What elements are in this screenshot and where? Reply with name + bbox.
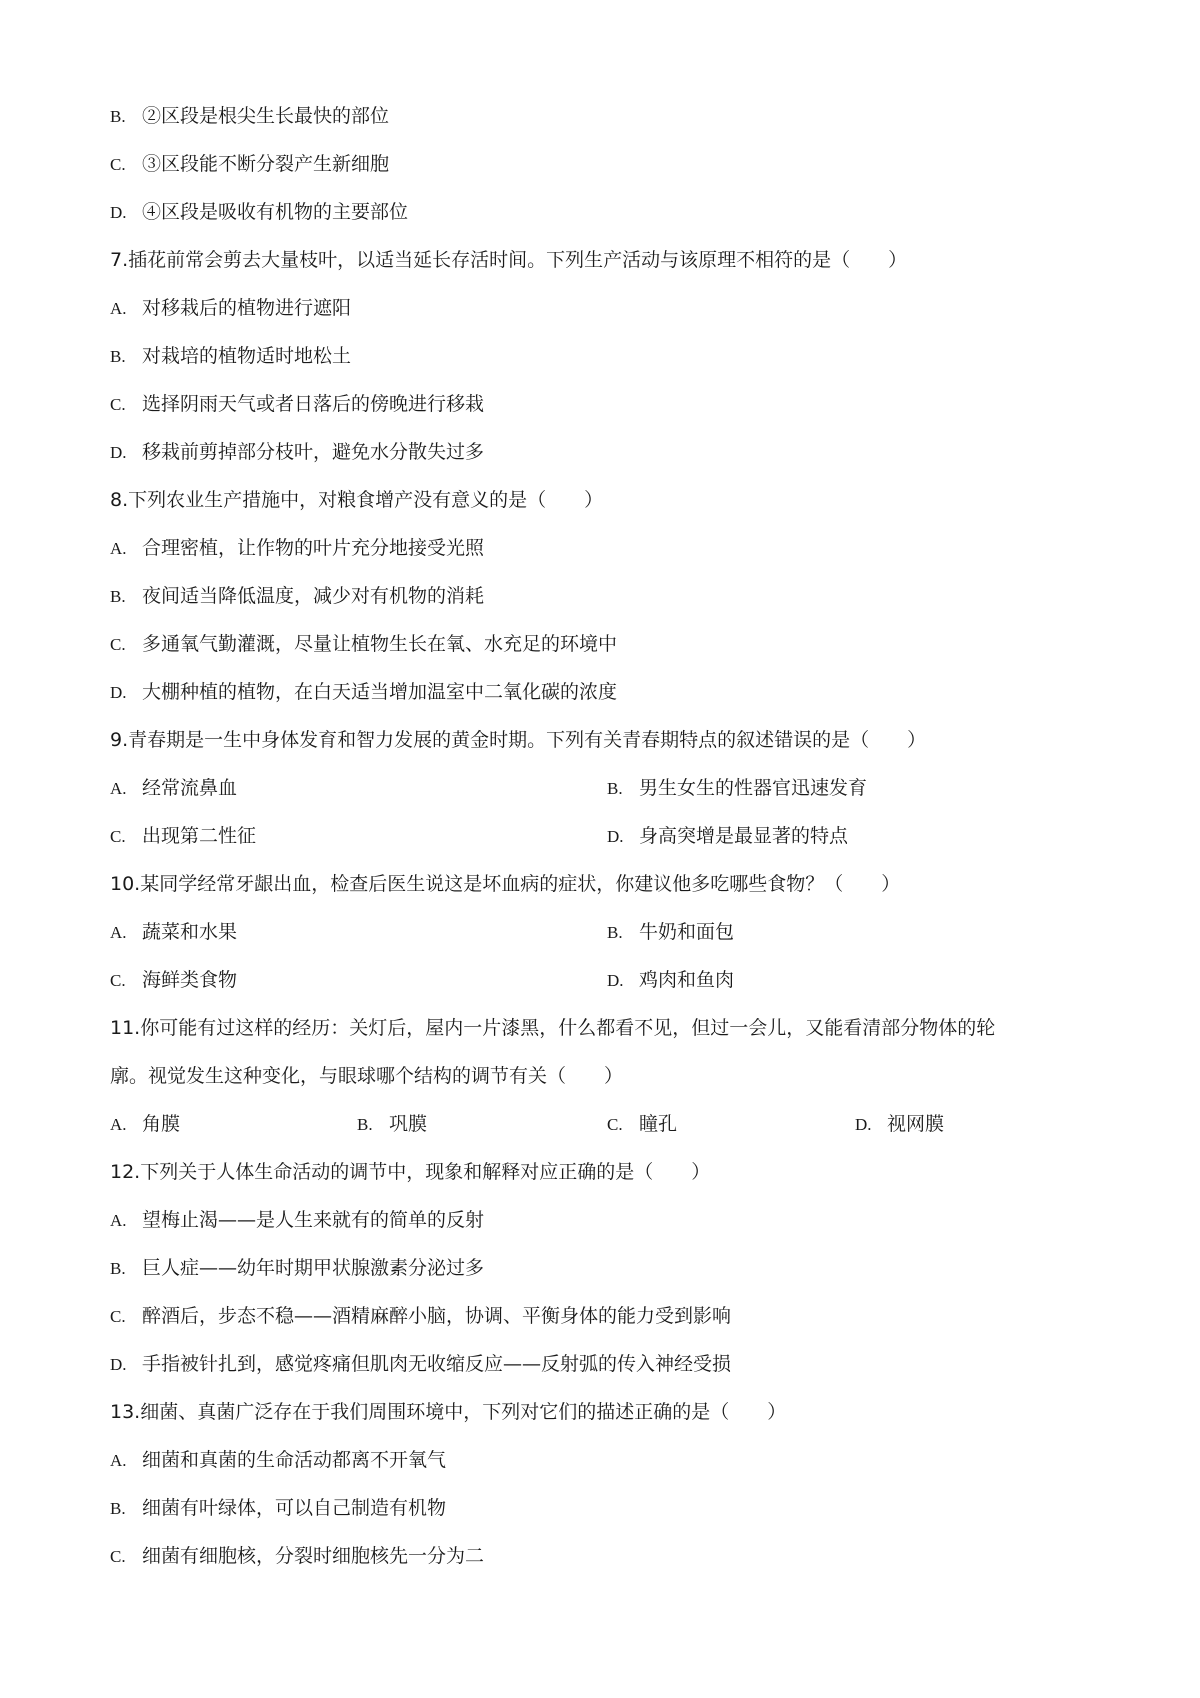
q10-option-c: [110, 963, 237, 998]
q8-option-b: [110, 579, 1110, 613]
option-letter: B.: [357, 1115, 373, 1134]
option-text: 望梅止渴——是人生来就有的简单的反射: [142, 1209, 485, 1231]
option-letter: A.: [110, 1115, 127, 1134]
option-text: 大棚种植的植物，在白天适当增加温室中二氧化碳的浓度: [142, 681, 618, 703]
q8-stem: 8.下列农业生产措施中，对粮食增产没有意义的是（ ）: [110, 489, 604, 511]
option-text: 角膜: [142, 1113, 181, 1135]
option-text: 选择阴雨天气或者日落后的傍晚进行移栽: [142, 393, 485, 415]
q12-option-c: [110, 1299, 1110, 1333]
q13-option-a: [110, 1443, 1110, 1477]
option-letter: C.: [607, 1115, 623, 1134]
q8-option-c: [110, 627, 1110, 661]
option-text: 移栽前剪掉部分枝叶，避免水分散失过多: [142, 441, 485, 463]
option-letter: D.: [607, 827, 624, 846]
option-letter: C.: [110, 155, 126, 174]
option-text: 牛奶和面包: [639, 921, 735, 943]
option-text: 出现第二性征: [142, 825, 257, 847]
q7-option-b: [110, 339, 1110, 373]
option-text: 男生女生的性器官迅速发育: [639, 777, 868, 799]
option-letter: B.: [607, 779, 623, 798]
q11-stem-line-2: 廓。视觉发生这种变化，与眼球哪个结构的调节有关（ ）: [110, 1065, 624, 1087]
option-text: 醉酒后，步态不稳——酒精麻醉小脑，协调、平衡身体的能力受到影响: [142, 1305, 732, 1327]
option-text: 巨人症——幼年时期甲状腺激素分泌过多: [142, 1257, 485, 1279]
option-letter: B.: [110, 347, 126, 366]
q8-option-d: [110, 675, 1110, 709]
q9-option-b: [607, 771, 867, 806]
option-letter: B.: [110, 587, 126, 606]
q10-option-b: [607, 915, 734, 950]
q10-options-row-2: [110, 963, 1110, 997]
option-letter: B.: [110, 1499, 126, 1518]
option-text: ③区段能不断分裂产生新细胞: [142, 153, 390, 175]
option-letter: A.: [110, 539, 127, 558]
option-text: 夜间适当降低温度，减少对有机物的消耗: [142, 585, 485, 607]
option-letter: A.: [110, 1451, 127, 1470]
option-text: 海鲜类食物: [142, 969, 238, 991]
q10-options-row-1: [110, 915, 1110, 949]
option-letter: B.: [110, 1259, 126, 1278]
option-letter: A.: [110, 299, 127, 318]
q9-stem: 9.青春期是一生中身体发育和智力发展的黄金时期。下列有关青春期特点的叙述错误的是（ ）: [110, 729, 927, 751]
q9-options-row-2: [110, 819, 1110, 853]
option-text: 细菌有细胞核，分裂时细胞核先一分为二: [142, 1545, 485, 1567]
option-letter: C.: [110, 635, 126, 654]
option-text: 身高突增是最显著的特点: [639, 825, 849, 847]
q11-stem-line-1: 11.你可能有过这样的经历：关灯后，屋内一片漆黑，什么都看不见，但过一会儿，又能看清部分物体的轮: [110, 1017, 996, 1039]
q11-options-row: [110, 1107, 1110, 1141]
q6-option-c: [110, 147, 1110, 181]
q11-option-d: [855, 1107, 944, 1142]
option-letter: B.: [110, 107, 126, 126]
q9-option-c: [110, 819, 256, 854]
option-letter: D.: [855, 1115, 872, 1134]
option-letter: C.: [110, 1547, 126, 1566]
q12-option-a: [110, 1203, 1110, 1237]
q7-stem: 7.插花前常会剪去大量枝叶，以适当延长存活时间。下列生产活动与该原理不相符的是（ ）: [110, 249, 908, 271]
option-text: 蔬菜和水果: [142, 921, 238, 943]
q13-option-b: [110, 1491, 1110, 1525]
option-letter: C.: [110, 971, 126, 990]
q9-option-a: [110, 771, 237, 806]
option-text: 视网膜: [887, 1113, 945, 1135]
option-letter: A.: [110, 779, 127, 798]
q6-option-d: [110, 195, 1110, 229]
option-letter: D.: [110, 683, 127, 702]
option-text: ④区段是吸收有机物的主要部位: [142, 201, 409, 223]
option-letter: B.: [607, 923, 623, 942]
option-text: 多通氧气勤灌溉，尽量让植物生长在氧、水充足的环境中: [142, 633, 618, 655]
q10-stem: 10.某同学经常牙龈出血，检查后医生说这是坏血病的症状，你建议他多吃哪些食物？（ ）: [110, 873, 901, 895]
q12-stem: 12.下列关于人体生命活动的调节中，现象和解释对应正确的是（ ）: [110, 1161, 711, 1183]
option-letter: D.: [110, 1355, 127, 1374]
option-text: 手指被针扎到，感觉疼痛但肌肉无收缩反应——反射弧的传入神经受损: [142, 1353, 732, 1375]
q10-option-d: [607, 963, 734, 998]
q8-option-a: [110, 531, 1110, 565]
option-text: 合理密植，让作物的叶片充分地接受光照: [142, 537, 485, 559]
option-text: ②区段是根尖生长最快的部位: [142, 105, 390, 127]
option-text: 经常流鼻血: [142, 777, 238, 799]
q6-option-b: [110, 99, 1110, 133]
q11-option-c: [607, 1107, 677, 1142]
q7-option-c: [110, 387, 1110, 421]
option-letter: D.: [607, 971, 624, 990]
q9-option-d: [607, 819, 848, 854]
option-letter: C.: [110, 1307, 126, 1326]
q12-option-b: [110, 1251, 1110, 1285]
q13-option-c: [110, 1539, 1110, 1573]
option-letter: D.: [110, 443, 127, 462]
q11-option-b: [357, 1107, 427, 1142]
option-letter: C.: [110, 827, 126, 846]
q7-option-a: [110, 291, 1110, 325]
option-text: 对移栽后的植物进行遮阳: [142, 297, 352, 319]
q9-options-row-1: [110, 771, 1110, 805]
option-text: 瞳孔: [639, 1113, 678, 1135]
option-text: 细菌有叶绿体，可以自己制造有机物: [142, 1497, 447, 1519]
option-text: 对栽培的植物适时地松土: [142, 345, 352, 367]
option-text: 鸡肉和鱼肉: [639, 969, 735, 991]
option-letter: A.: [110, 1211, 127, 1230]
q13-stem: 13.细菌、真菌广泛存在于我们周围环境中，下列对它们的描述正确的是（ ）: [110, 1401, 787, 1423]
q11-option-a: [110, 1107, 180, 1142]
option-text: 巩膜: [389, 1113, 428, 1135]
option-text: 细菌和真菌的生命活动都离不开氧气: [142, 1449, 447, 1471]
option-letter: D.: [110, 203, 127, 222]
q10-option-a: [110, 915, 237, 950]
option-letter: C.: [110, 395, 126, 414]
q12-option-d: [110, 1347, 1110, 1381]
option-letter: A.: [110, 923, 127, 942]
q7-option-d: [110, 435, 1110, 469]
